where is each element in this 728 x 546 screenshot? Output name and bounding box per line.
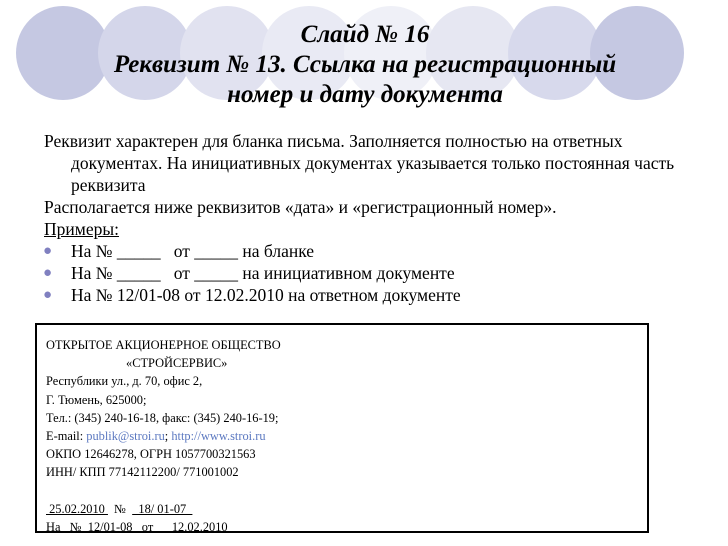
title-line-3: номер и дату документа xyxy=(227,81,503,108)
example-item xyxy=(44,262,694,284)
example-item xyxy=(44,240,694,262)
email-link[interactable]: publik@stroi.ru xyxy=(86,429,165,444)
reference-date: 12.02.2010 xyxy=(162,520,234,535)
reference-number: 12/01-08 xyxy=(87,520,136,535)
website-link[interactable]: http://www.stroi.ru xyxy=(171,429,266,444)
location-paragraph: Располагается ниже реквизитов «дата» и «регистрационный номер». xyxy=(44,197,557,217)
registration-line xyxy=(46,500,647,518)
registration-number: 18/ 01-07 xyxy=(132,501,193,516)
example-text: На № 12/01-08 от 12.02.2010 на ответном документе xyxy=(71,285,461,305)
examples-heading: Примеры: xyxy=(44,219,119,239)
blank-line xyxy=(46,482,647,500)
separator: ; xyxy=(164,429,172,444)
example-text: На № _____ от _____ на бланке xyxy=(71,241,315,261)
bullet-icon: ● xyxy=(43,243,53,259)
company-type: ОТКРЫТОЕ АКЦИОНЕРНОЕ ОБЩЕСТВО xyxy=(46,338,281,352)
reference-from: от xyxy=(135,520,163,535)
title-line-2: Реквизит № 13. Ссылка на регистрационный xyxy=(113,51,617,78)
title-line-1: Слайд № 16 xyxy=(300,21,430,48)
phone-fax: Тел.: (345) 240-16-18, факс: (345) 240-16-19; xyxy=(46,410,279,425)
example-item xyxy=(44,284,694,306)
reference-line xyxy=(46,518,647,536)
slide-title xyxy=(60,20,670,110)
letterhead-sample xyxy=(35,323,649,533)
slide-body xyxy=(44,130,694,306)
reference-label: На № xyxy=(46,520,88,535)
company-name: «СТРОЙСЕРВИС» xyxy=(126,356,228,371)
email-label: E-mail: xyxy=(46,429,87,444)
bullet-icon: ● xyxy=(43,265,53,281)
example-text: На № _____ от _____ на инициативном документе xyxy=(71,263,455,283)
address-line-2: Г. Тюмень, 625000; xyxy=(46,392,147,407)
email-line xyxy=(46,427,647,445)
address-line-1: Республики ул., д. 70, офис 2, xyxy=(46,374,203,389)
description-paragraph: Реквизит характерен для бланка письма. Заполняется полностью на ответных документах. На инициативных документах указывается только постоянная часть реквизита xyxy=(44,131,675,195)
okpo-line: ОКПО 12646278, ОГРН 1057700321563 xyxy=(46,447,256,462)
inn-line: ИНН/ КПП 77142112200/ 771001002 xyxy=(46,465,239,480)
bullet-icon: ● xyxy=(43,287,53,303)
registration-date: 25.02.2010 xyxy=(46,501,108,516)
registration-number-label: № xyxy=(107,501,133,516)
